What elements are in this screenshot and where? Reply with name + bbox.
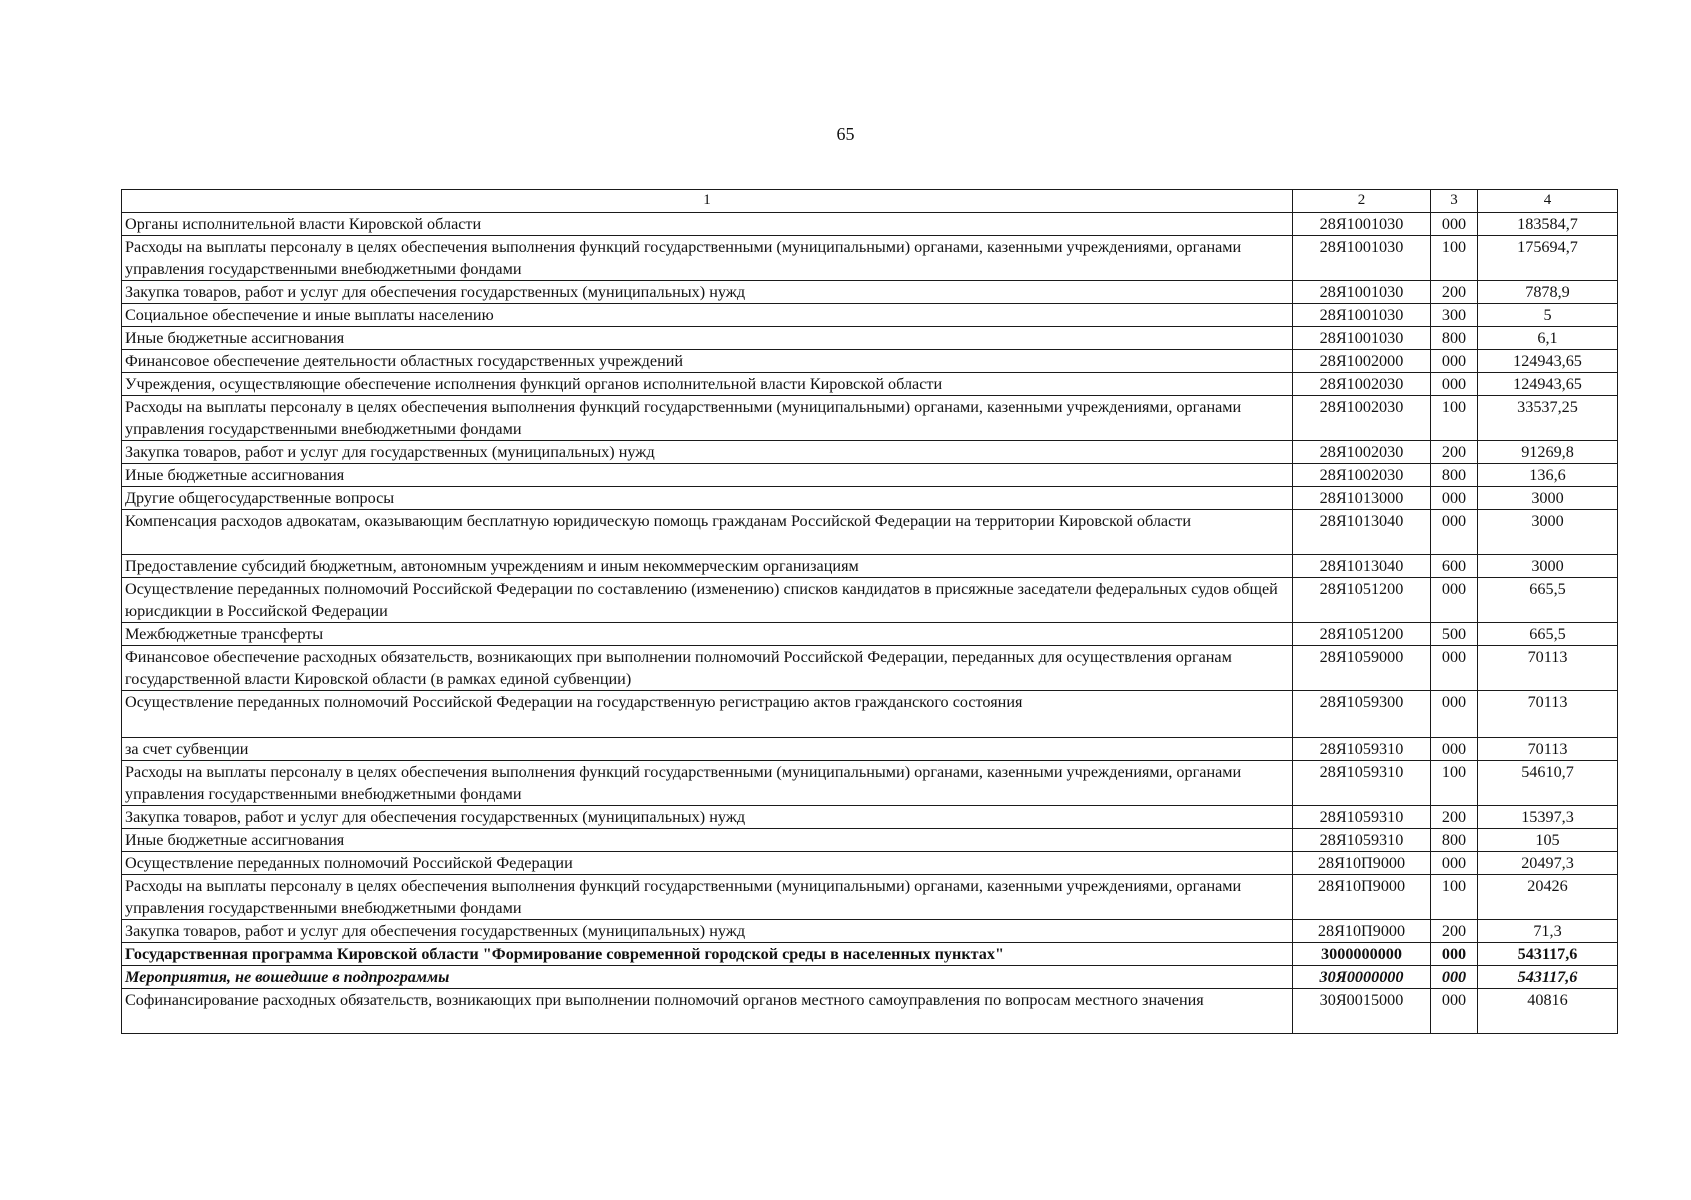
row-kind-cell: 000	[1431, 691, 1478, 738]
row-name-cell: Межбюджетные трансферты	[122, 623, 1293, 646]
row-kind-cell: 000	[1431, 989, 1478, 1034]
row-kind-cell: 000	[1431, 646, 1478, 691]
row-name-cell: Социальное обеспечение и иные выплаты населению	[122, 304, 1293, 327]
row-code-cell: 28Я1002030	[1293, 396, 1431, 441]
row-kind-cell: 100	[1431, 875, 1478, 920]
table-row	[122, 578, 1618, 623]
row-code-cell: 28Я1059310	[1293, 806, 1431, 829]
row-code-cell: 28Я1051200	[1293, 623, 1431, 646]
row-name-cell: Осуществление переданных полномочий Российской Федерации по составлению (изменению) списков кандидатов в присяжные заседатели федеральных судов общей юрисдикции в Российской Федерации	[122, 578, 1293, 623]
row-name-cell: Расходы на выплаты персоналу в целях обеспечения выполнения функций государственными (муниципальными) органами, казенными учреждениями, органами управления государственными внебюджетными фондами	[122, 236, 1293, 281]
row-kind-cell: 800	[1431, 829, 1478, 852]
table-row	[122, 966, 1618, 989]
row-kind-cell: 000	[1431, 578, 1478, 623]
table-row	[122, 555, 1618, 578]
row-kind-cell: 000	[1431, 943, 1478, 966]
row-kind-cell: 000	[1431, 487, 1478, 510]
budget-table	[121, 189, 1618, 1034]
row-amount-cell: 70113	[1478, 646, 1618, 691]
table-row	[122, 327, 1618, 350]
row-kind-cell: 800	[1431, 327, 1478, 350]
row-name-cell: Финансовое обеспечение расходных обязательств, возникающих при выполнении полномочий Российской Федерации, переданных для осуществления органам государственной власти Кировской области (в рамках единой субвенции)	[122, 646, 1293, 691]
row-name-cell: Расходы на выплаты персоналу в целях обеспечения выполнения функций государственными (муниципальными) органами, казенными учреждениями, органами управления государственными внебюджетными фондами	[122, 396, 1293, 441]
row-amount-cell: 40816	[1478, 989, 1618, 1034]
table-row	[122, 396, 1618, 441]
table-row	[122, 943, 1618, 966]
row-amount-cell: 124943,65	[1478, 373, 1618, 396]
row-amount-cell: 3000	[1478, 510, 1618, 555]
row-amount-cell: 124943,65	[1478, 350, 1618, 373]
row-code-cell: 28Я1059300	[1293, 691, 1431, 738]
row-code-cell: 28Я1013000	[1293, 487, 1431, 510]
row-amount-cell: 70113	[1478, 738, 1618, 761]
page-number: 65	[836, 124, 855, 144]
row-kind-cell: 500	[1431, 623, 1478, 646]
row-code-cell: 28Я1002030	[1293, 441, 1431, 464]
row-code-cell: 28Я1002000	[1293, 350, 1431, 373]
row-kind-cell: 200	[1431, 281, 1478, 304]
row-amount-cell: 20426	[1478, 875, 1618, 920]
row-kind-cell: 100	[1431, 236, 1478, 281]
row-amount-cell: 543117,6	[1478, 966, 1618, 989]
row-kind-cell: 200	[1431, 441, 1478, 464]
header-col-kind: 3	[1431, 190, 1478, 213]
row-kind-cell: 000	[1431, 966, 1478, 989]
row-name-cell: Закупка товаров, работ и услуг для государственных (муниципальных) нужд	[122, 441, 1293, 464]
row-amount-cell: 183584,7	[1478, 213, 1618, 236]
row-kind-cell: 000	[1431, 738, 1478, 761]
row-name-cell: Закупка товаров, работ и услуг для обеспечения государственных (муниципальных) нужд	[122, 806, 1293, 829]
row-kind-cell: 800	[1431, 464, 1478, 487]
row-amount-cell: 71,3	[1478, 920, 1618, 943]
row-code-cell: 28Я1001030	[1293, 213, 1431, 236]
row-code-cell: 28Я10П9000	[1293, 875, 1431, 920]
row-code-cell: 28Я10П9000	[1293, 920, 1431, 943]
row-name-cell: Финансовое обеспечение деятельности областных государственных учреждений	[122, 350, 1293, 373]
row-kind-cell: 200	[1431, 806, 1478, 829]
row-amount-cell: 20497,3	[1478, 852, 1618, 875]
table-row	[122, 875, 1618, 920]
table-row	[122, 738, 1618, 761]
header-col-name: 1	[122, 190, 1293, 213]
row-amount-cell: 3000	[1478, 555, 1618, 578]
header-col-amount: 4	[1478, 190, 1618, 213]
row-name-cell: Предоставление субсидий бюджетным, автономным учреждениям и иным некоммерческим организациям	[122, 555, 1293, 578]
row-code-cell: 28Я1002030	[1293, 464, 1431, 487]
table-body	[122, 213, 1618, 1034]
row-name-cell: Мероприятия, не вошедшие в подпрограммы	[122, 966, 1293, 989]
row-amount-cell: 6,1	[1478, 327, 1618, 350]
row-code-cell: 28Я1051200	[1293, 578, 1431, 623]
table-row	[122, 441, 1618, 464]
row-amount-cell: 70113	[1478, 691, 1618, 738]
row-amount-cell: 15397,3	[1478, 806, 1618, 829]
row-name-cell: за счет субвенции	[122, 738, 1293, 761]
row-kind-cell: 000	[1431, 510, 1478, 555]
table-row	[122, 761, 1618, 806]
row-amount-cell: 91269,8	[1478, 441, 1618, 464]
row-code-cell: 28Я10П9000	[1293, 852, 1431, 875]
row-code-cell: 3000000000	[1293, 943, 1431, 966]
row-code-cell: 30Я0000000	[1293, 966, 1431, 989]
row-name-cell: Иные бюджетные ассигнования	[122, 829, 1293, 852]
row-code-cell: 28Я1002030	[1293, 373, 1431, 396]
row-name-cell: Государственная программа Кировской области "Формирование современной городской среды в населенных пунктах"	[122, 943, 1293, 966]
table-row	[122, 829, 1618, 852]
row-name-cell: Расходы на выплаты персоналу в целях обеспечения выполнения функций государственными (муниципальными) органами, казенными учреждениями, органами управления государственными внебюджетными фондами	[122, 875, 1293, 920]
table-row	[122, 989, 1618, 1034]
table-row	[122, 691, 1618, 738]
header-col-code: 2	[1293, 190, 1431, 213]
table-row	[122, 213, 1618, 236]
row-code-cell: 28Я1059310	[1293, 829, 1431, 852]
table-row	[122, 852, 1618, 875]
table-row	[122, 281, 1618, 304]
table-row	[122, 806, 1618, 829]
row-kind-cell: 000	[1431, 213, 1478, 236]
row-name-cell: Закупка товаров, работ и услуг для обеспечения государственных (муниципальных) нужд	[122, 920, 1293, 943]
row-amount-cell: 136,6	[1478, 464, 1618, 487]
row-amount-cell: 5	[1478, 304, 1618, 327]
row-amount-cell: 105	[1478, 829, 1618, 852]
row-amount-cell: 665,5	[1478, 578, 1618, 623]
row-name-cell: Органы исполнительной власти Кировской области	[122, 213, 1293, 236]
row-name-cell: Осуществление переданных полномочий Российской Федерации	[122, 852, 1293, 875]
row-name-cell: Иные бюджетные ассигнования	[122, 464, 1293, 487]
row-kind-cell: 000	[1431, 852, 1478, 875]
row-kind-cell: 600	[1431, 555, 1478, 578]
row-name-cell: Учреждения, осуществляющие обеспечение исполнения функций органов исполнительной власти Кировской области	[122, 373, 1293, 396]
row-name-cell: Иные бюджетные ассигнования	[122, 327, 1293, 350]
row-kind-cell: 300	[1431, 304, 1478, 327]
row-amount-cell: 665,5	[1478, 623, 1618, 646]
row-code-cell: 28Я1059000	[1293, 646, 1431, 691]
row-kind-cell: 000	[1431, 350, 1478, 373]
table-row	[122, 236, 1618, 281]
table-row	[122, 623, 1618, 646]
row-code-cell: 30Я0015000	[1293, 989, 1431, 1034]
row-code-cell: 28Я1001030	[1293, 281, 1431, 304]
row-amount-cell: 3000	[1478, 487, 1618, 510]
row-amount-cell: 54610,7	[1478, 761, 1618, 806]
table-row	[122, 487, 1618, 510]
row-amount-cell: 175694,7	[1478, 236, 1618, 281]
row-kind-cell: 200	[1431, 920, 1478, 943]
row-amount-cell: 543117,6	[1478, 943, 1618, 966]
row-code-cell: 28Я1059310	[1293, 738, 1431, 761]
row-name-cell: Другие общегосударственные вопросы	[122, 487, 1293, 510]
table-row	[122, 464, 1618, 487]
row-name-cell: Осуществление переданных полномочий Российской Федерации на государственную регистрацию актов гражданского состояния	[122, 691, 1293, 738]
row-code-cell: 28Я1001030	[1293, 236, 1431, 281]
row-kind-cell: 000	[1431, 373, 1478, 396]
row-code-cell: 28Я1013040	[1293, 510, 1431, 555]
row-code-cell: 28Я1059310	[1293, 761, 1431, 806]
row-code-cell: 28Я1001030	[1293, 327, 1431, 350]
table-header	[122, 190, 1618, 213]
row-amount-cell: 7878,9	[1478, 281, 1618, 304]
row-kind-cell: 100	[1431, 396, 1478, 441]
row-amount-cell: 33537,25	[1478, 396, 1618, 441]
row-code-cell: 28Я1001030	[1293, 304, 1431, 327]
row-name-cell: Софинансирование расходных обязательств, возникающих при выполнении полномочий органов местного самоуправления по вопросам местного значения	[122, 989, 1293, 1034]
table-row	[122, 350, 1618, 373]
table-row	[122, 304, 1618, 327]
table-row	[122, 646, 1618, 691]
header-row	[122, 190, 1618, 213]
table-row	[122, 510, 1618, 555]
row-name-cell: Закупка товаров, работ и услуг для обеспечения государственных (муниципальных) нужд	[122, 281, 1293, 304]
table-row	[122, 920, 1618, 943]
row-code-cell: 28Я1013040	[1293, 555, 1431, 578]
row-name-cell: Расходы на выплаты персоналу в целях обеспечения выполнения функций государственными (муниципальными) органами, казенными учреждениями, органами управления государственными внебюджетными фондами	[122, 761, 1293, 806]
table-row	[122, 373, 1618, 396]
row-kind-cell: 100	[1431, 761, 1478, 806]
row-name-cell: Компенсация расходов адвокатам, оказывающим бесплатную юридическую помощь гражданам Российской Федерации на территории Кировской области	[122, 510, 1293, 555]
